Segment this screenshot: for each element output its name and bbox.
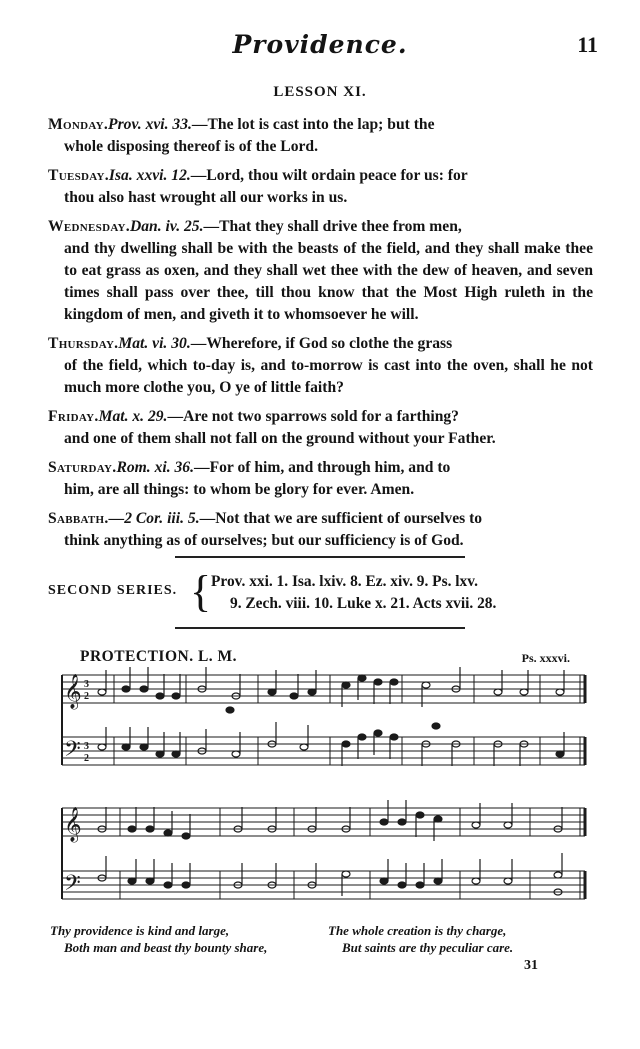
- hymn-line: Thy providence is kind and large,: [50, 923, 230, 938]
- running-title: Providence.: [232, 30, 408, 59]
- second-series-refs-line1: Prov. xxi. 1. Isa. lxiv. 8. Ez. xiv. 9. Ps. lxv.: [211, 573, 478, 590]
- reading-text-first: —Lord, thou wilt ordain peace for us: for: [190, 167, 468, 184]
- reading-monday: [48, 114, 593, 158]
- reading-text-rest: whole disposing thereof is of the Lord.: [64, 138, 318, 155]
- reading-text-rest: of the field, which to-day is, and to-morrow is cast into the oven, shall he not much more clothe you, O ye of little faith?: [64, 357, 593, 396]
- notes-system-2: [98, 800, 562, 896]
- reading-reference: Rom. xi. 36.: [116, 459, 194, 476]
- tune-title: PROTECTION. L. M.: [80, 648, 238, 665]
- reading-reference: —2 Cor. iii. 5.: [108, 510, 200, 527]
- daily-readings: [48, 114, 593, 559]
- reading-text-rest: him, are all things: to whom be glory for ever. Amen.: [64, 481, 415, 498]
- reading-day: Thursday.: [48, 335, 119, 352]
- clefs-system-1: [64, 674, 89, 767]
- hymn-verse-left: [50, 922, 320, 956]
- reading-text-first: —Not that we are sufficient of ourselves to: [199, 510, 483, 527]
- page-number: 11: [577, 32, 598, 57]
- divider-rule: [175, 556, 465, 558]
- brace-glyph: {: [190, 567, 212, 616]
- hymn-verse-right: [328, 922, 598, 956]
- hymn-line: But saints are thy peculiar care.: [342, 940, 514, 955]
- reading-reference: Dan. iv. 25.: [130, 218, 204, 235]
- hymn-line: Both man and beast thy bounty share,: [64, 940, 268, 955]
- reading-reference: Mat. vi. 30.: [118, 335, 191, 352]
- second-series-refs-line2: 9. Zech. viii. 10. Luke x. 21. Acts xvii. 28.: [230, 595, 497, 612]
- time-signature: 3: [84, 741, 89, 752]
- reading-wednesday: [48, 216, 593, 326]
- reading-day: Friday.: [48, 408, 99, 425]
- reading-thursday: [48, 333, 593, 399]
- bass-staff: [62, 871, 585, 899]
- reading-reference: Mat. x. 29.: [98, 408, 168, 425]
- treble-clef-icon: 𝄞: [64, 674, 82, 709]
- reading-text-first: —For of him, and through him, and to: [194, 459, 451, 476]
- time-signature: 2: [84, 691, 89, 702]
- reading-text-first: —That they shall drive thee from men,: [203, 218, 462, 235]
- tune-psalm-reference: Ps. xxxvi.: [521, 651, 570, 665]
- reading-text-first: —Wherefore, if God so clothe the grass: [190, 335, 453, 352]
- reading-text-rest: and thy dwelling shall be with the beasts of the field, and they shall make thee to eat grass as oxen, and they shall wet thee with the dew of heaven, and seven times shall pass over thee, till thou know that the Most High ruleth in the kingdom of men, and giveth it to whomsoever he will.: [64, 240, 593, 323]
- reading-day: Tuesday.: [48, 167, 109, 184]
- reading-text-first: —The lot is cast into the lap; but the: [191, 116, 435, 133]
- reading-day: Saturday.: [48, 459, 117, 476]
- second-series: [48, 567, 596, 617]
- reading-tuesday: [48, 165, 593, 209]
- reading-friday: [48, 406, 593, 450]
- reading-text-rest: think anything as of ourselves; but our sufficiency is of God.: [64, 532, 464, 549]
- reading-sabbath: [48, 508, 593, 552]
- hymn-line: The whole creation is thy charge,: [328, 923, 507, 938]
- reading-day: Sabbath.: [48, 510, 109, 527]
- reading-day: Wednesday.: [48, 218, 130, 235]
- divider-rule: [175, 627, 465, 629]
- bass-staff: [62, 737, 585, 765]
- reading-reference: Isa. xxvi. 12.: [108, 167, 191, 184]
- reading-saturday: [48, 457, 593, 501]
- bass-clef-icon: 𝄢: [64, 737, 81, 767]
- second-series-label: SECOND SERIES.: [48, 583, 178, 598]
- reading-text-rest: thou also hast wrought all our works in us.: [64, 189, 348, 206]
- reading-text-first: —Are not two sparrows sold for a farthing?: [167, 408, 459, 425]
- lesson-heading: LESSON XI.: [273, 84, 367, 100]
- treble-clef-icon: 𝄞: [64, 807, 82, 842]
- reading-reference: Prov. xvi. 33.: [108, 116, 192, 133]
- reading-text-rest: and one of them shall not fall on the ground without your Father.: [64, 430, 496, 447]
- hymn-number: 31: [524, 958, 538, 973]
- bass-clef-icon: 𝄢: [64, 871, 81, 901]
- clefs-system-2: [64, 807, 82, 901]
- time-signature: 2: [84, 753, 89, 764]
- music-score: [40, 665, 600, 905]
- time-signature: 3: [84, 679, 89, 690]
- reading-day: Monday.: [48, 116, 109, 133]
